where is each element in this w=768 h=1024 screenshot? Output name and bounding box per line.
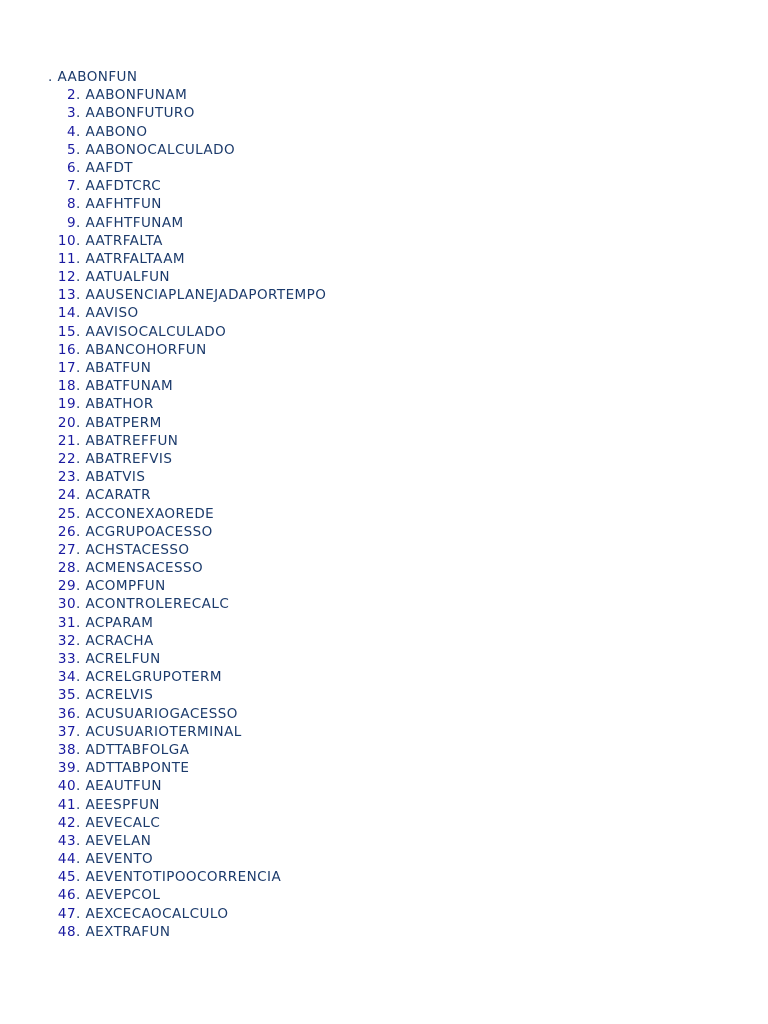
item-name: ACRELGRUPOTERM xyxy=(85,669,222,686)
item-number: 28 xyxy=(57,560,76,577)
list-item xyxy=(48,705,326,723)
item-name: AABONFUTURO xyxy=(85,105,195,122)
item-number: 9 xyxy=(66,214,76,231)
item-name: AEXTRAFUN xyxy=(85,923,171,940)
list-item xyxy=(48,468,326,486)
list-item xyxy=(48,741,326,759)
list-item xyxy=(48,195,326,213)
list-item xyxy=(48,123,326,141)
item-separator: . xyxy=(48,69,58,85)
item-separator: . xyxy=(76,450,86,467)
item-number: 16 xyxy=(57,341,76,358)
item-separator: . xyxy=(76,305,86,322)
item-separator: . xyxy=(76,287,86,304)
item-separator: . xyxy=(76,741,86,758)
item-separator: . xyxy=(76,159,86,176)
item-name: ADTTABPONTE xyxy=(85,760,190,777)
list-item xyxy=(48,159,326,177)
item-name: AAFDTCRC xyxy=(85,178,162,195)
item-number: 48 xyxy=(57,923,76,940)
list-item xyxy=(48,177,326,195)
list-item xyxy=(48,505,326,523)
item-number: 31 xyxy=(57,614,76,631)
item-separator: . xyxy=(76,560,86,577)
item-name: ACUSUARIOGACESSO xyxy=(85,705,238,722)
list-item xyxy=(48,868,326,886)
list-item xyxy=(48,559,326,577)
item-separator: . xyxy=(76,469,86,486)
item-number: 3 xyxy=(66,105,76,122)
item-separator: . xyxy=(76,323,86,340)
item-number: 17 xyxy=(57,360,76,376)
item-name: AEAUTFUN xyxy=(85,778,162,795)
item-name: ABATFUNAM xyxy=(85,378,174,395)
item-name: AEESPFUN xyxy=(85,796,160,813)
item-name: AAVISOCALCULADO xyxy=(85,323,227,340)
item-number: 8 xyxy=(66,196,76,213)
item-name: AEVENTO xyxy=(85,851,154,868)
item-separator: . xyxy=(76,505,86,522)
list-item xyxy=(48,905,326,923)
item-number: 35 xyxy=(57,687,76,704)
item-number: 36 xyxy=(57,705,76,722)
list-item xyxy=(48,395,326,413)
item-number: 5 xyxy=(66,141,76,158)
item-separator: . xyxy=(76,923,86,940)
item-separator: . xyxy=(76,578,86,595)
item-number: 11 xyxy=(57,250,76,267)
item-name: ABATFUN xyxy=(85,360,152,376)
list-item xyxy=(48,341,326,359)
list-item xyxy=(48,141,326,159)
list-item xyxy=(48,686,326,704)
item-name: ACRELVIS xyxy=(85,687,154,704)
item-number: 26 xyxy=(57,523,76,540)
item-name: ACHSTACESSO xyxy=(85,541,190,558)
item-number: 30 xyxy=(57,596,76,613)
item-separator: . xyxy=(76,396,86,413)
item-separator: . xyxy=(76,269,86,286)
item-name: AEVELAN xyxy=(85,832,152,849)
item-name: ACRELFUN xyxy=(85,651,161,667)
list-item xyxy=(48,286,326,304)
list-item xyxy=(48,450,326,468)
item-name: AEVENTOTIPOOCORRENCIA xyxy=(85,869,282,886)
item-separator: . xyxy=(76,196,86,213)
list-item xyxy=(48,304,326,322)
item-name: ABATREFFUN xyxy=(85,432,179,449)
list-item xyxy=(48,541,326,559)
item-name: ACGRUPOACESSO xyxy=(85,523,213,540)
list-item xyxy=(48,486,326,504)
item-number: 44 xyxy=(57,851,76,868)
list-item xyxy=(48,86,326,104)
list-item xyxy=(48,577,326,595)
item-separator: . xyxy=(76,705,86,722)
item-separator: . xyxy=(76,250,86,267)
item-number: 46 xyxy=(57,887,76,904)
item-name: AATUALFUN xyxy=(85,269,170,286)
item-separator: . xyxy=(76,869,86,886)
item-separator: . xyxy=(76,814,86,831)
item-separator: . xyxy=(76,178,86,195)
list-item xyxy=(48,777,326,795)
item-number: 6 xyxy=(66,159,76,176)
item-separator: . xyxy=(76,723,86,740)
item-separator: . xyxy=(76,778,86,795)
item-number: 34 xyxy=(57,669,76,686)
item-separator: . xyxy=(76,123,86,140)
item-separator: . xyxy=(76,669,86,686)
item-number: 41 xyxy=(57,796,76,813)
item-name: ACMENSACESSO xyxy=(85,560,204,577)
item-separator: . xyxy=(76,541,86,558)
item-separator: . xyxy=(76,596,86,613)
item-separator: . xyxy=(76,360,86,376)
item-number: 7 xyxy=(66,178,76,195)
item-name: AABONFUNAM xyxy=(85,87,188,104)
item-name: ABATVIS xyxy=(85,469,146,486)
item-number: 20 xyxy=(57,414,76,431)
item-number: 24 xyxy=(57,487,76,504)
item-number: 19 xyxy=(57,396,76,413)
list-item xyxy=(48,250,326,268)
item-name: ADTTABFOLGA xyxy=(85,741,190,758)
list-item xyxy=(48,377,326,395)
list-item xyxy=(48,923,326,941)
list-item xyxy=(48,814,326,832)
item-separator: . xyxy=(76,651,86,667)
item-name: AATRFALTAAM xyxy=(85,250,185,267)
item-number: 38 xyxy=(57,741,76,758)
item-name: ACUSUARIOTERMINAL xyxy=(85,723,242,740)
item-number: 13 xyxy=(57,287,76,304)
item-number: 33 xyxy=(57,651,76,667)
list-item xyxy=(48,832,326,850)
item-name: AABONO xyxy=(85,123,148,140)
item-number: 43 xyxy=(57,832,76,849)
item-number: 25 xyxy=(57,505,76,522)
item-name: AAFDT xyxy=(85,159,133,176)
item-number: 47 xyxy=(57,905,76,922)
item-name: AABONOCALCULADO xyxy=(85,141,236,158)
item-name: ABATHOR xyxy=(85,396,154,413)
list-item xyxy=(48,432,326,450)
item-number: 27 xyxy=(57,541,76,558)
table-name-list xyxy=(48,68,326,941)
list-item xyxy=(48,850,326,868)
item-name: ACCONEXAOREDE xyxy=(85,505,215,522)
item-separator: . xyxy=(76,905,86,922)
item-number: 2 xyxy=(66,87,76,104)
item-number: 45 xyxy=(57,869,76,886)
item-name: ACPARAM xyxy=(85,614,154,631)
item-name: ACARATR xyxy=(85,487,151,504)
item-number: 37 xyxy=(57,723,76,740)
item-name: AEVECALC xyxy=(85,814,161,831)
item-separator: . xyxy=(76,341,86,358)
item-separator: . xyxy=(76,796,86,813)
item-number: 42 xyxy=(57,814,76,831)
list-item xyxy=(48,414,326,432)
item-separator: . xyxy=(76,832,86,849)
list-item xyxy=(48,68,326,86)
list-item xyxy=(48,723,326,741)
item-name: ABANCOHORFUN xyxy=(85,341,207,358)
item-number: 15 xyxy=(57,323,76,340)
list-item xyxy=(48,632,326,650)
item-number: 40 xyxy=(57,778,76,795)
list-item xyxy=(48,650,326,668)
item-separator: . xyxy=(76,614,86,631)
item-name: AAUSENCIAPLANEJADAPORTEMPO xyxy=(85,287,327,304)
item-name: AAFHTFUN xyxy=(85,196,162,213)
item-number: 12 xyxy=(57,269,76,286)
item-separator: . xyxy=(76,87,86,104)
list-item xyxy=(48,886,326,904)
item-number: 10 xyxy=(57,232,76,249)
list-item xyxy=(48,796,326,814)
item-separator: . xyxy=(76,232,86,249)
list-item xyxy=(48,668,326,686)
item-separator: . xyxy=(76,141,86,158)
item-separator: . xyxy=(76,887,86,904)
item-separator: . xyxy=(76,487,86,504)
item-separator: . xyxy=(76,851,86,868)
item-separator: . xyxy=(76,378,86,395)
item-name: ACONTROLERECALC xyxy=(85,596,230,613)
list-item xyxy=(48,323,326,341)
item-name: AEXCECAOCALCULO xyxy=(85,905,229,922)
item-number: 39 xyxy=(57,760,76,777)
item-separator: . xyxy=(76,523,86,540)
list-item xyxy=(48,232,326,250)
item-number: 23 xyxy=(57,469,76,486)
item-separator: . xyxy=(76,687,86,704)
item-number: 18 xyxy=(57,378,76,395)
item-name: AEVEPCOL xyxy=(85,887,161,904)
item-name: ACOMPFUN xyxy=(85,578,166,595)
item-name: ABATREFVIS xyxy=(85,450,173,467)
item-separator: . xyxy=(76,432,86,449)
list-item xyxy=(48,104,326,122)
item-number: 4 xyxy=(66,123,76,140)
item-separator: . xyxy=(76,214,86,231)
list-item xyxy=(48,614,326,632)
list-item xyxy=(48,214,326,232)
item-name: AATRFALTA xyxy=(85,232,163,249)
item-name: ACRACHA xyxy=(85,632,154,649)
item-number: 32 xyxy=(57,632,76,649)
item-separator: . xyxy=(76,632,86,649)
list-item xyxy=(48,359,326,377)
list-item xyxy=(48,523,326,541)
item-separator: . xyxy=(76,105,86,122)
item-name: AABONFUN xyxy=(57,69,138,85)
list-item xyxy=(48,268,326,286)
item-separator: . xyxy=(76,760,86,777)
item-separator: . xyxy=(76,414,86,431)
item-name: ABATPERM xyxy=(85,414,162,431)
item-number: 22 xyxy=(57,450,76,467)
item-number: 21 xyxy=(57,432,76,449)
item-name: AAVISO xyxy=(85,305,139,322)
item-name: AAFHTFUNAM xyxy=(85,214,184,231)
list-item xyxy=(48,759,326,777)
list-item xyxy=(48,595,326,613)
item-number: 14 xyxy=(57,305,76,322)
item-number: 29 xyxy=(57,578,76,595)
